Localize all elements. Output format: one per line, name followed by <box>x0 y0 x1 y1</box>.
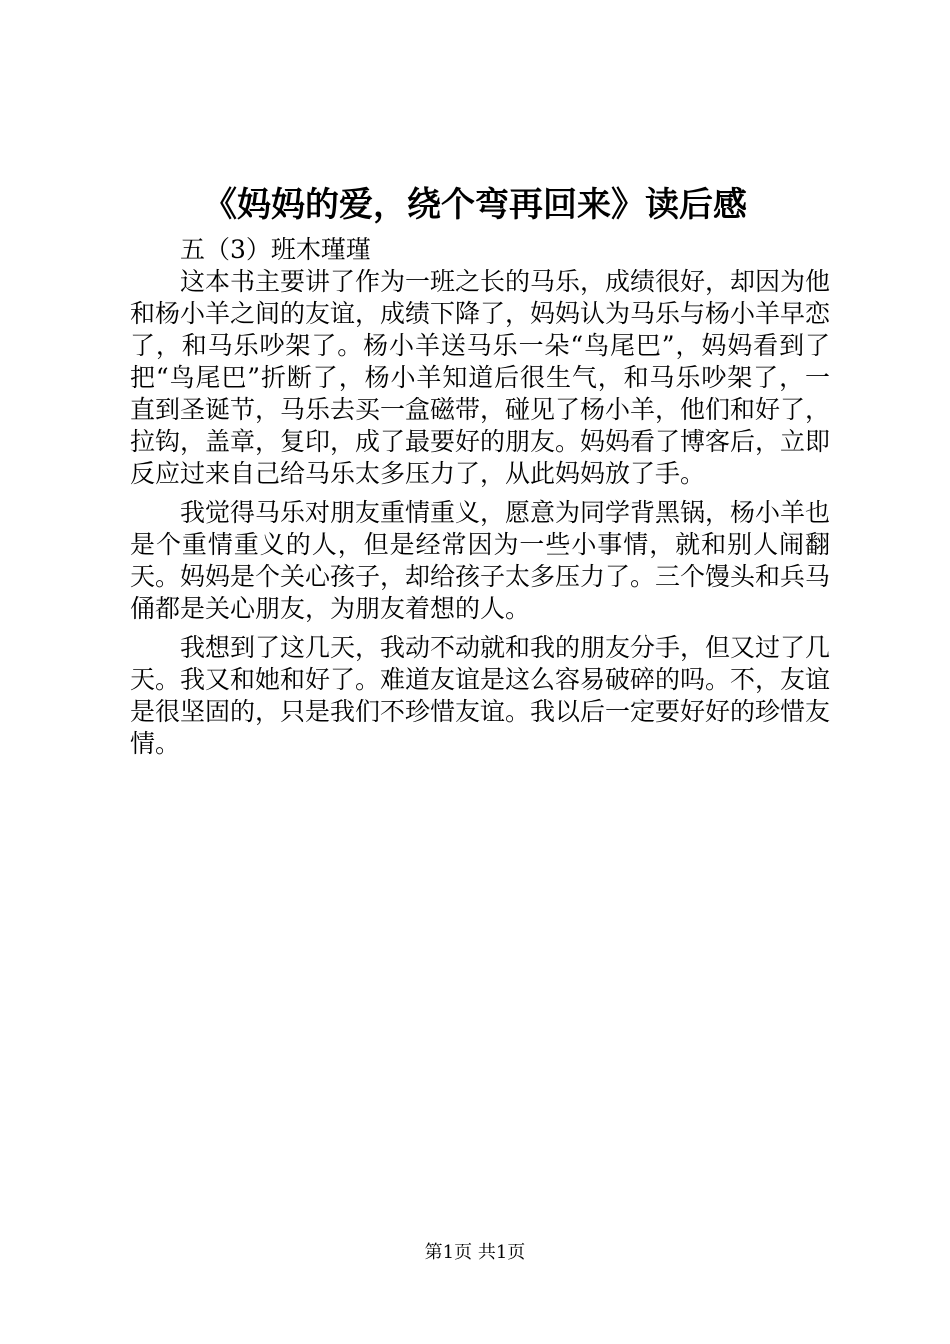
document-title: 《妈妈的爱，绕个弯再回来》读后感 <box>203 185 747 225</box>
paragraph-3: 我想到了这几天，我动不动就和我的朋友分手，但又过了几天。我又和她和好了。难道友谊是这么容易破碎的吗。不，友谊是很坚固的，只是我们不珍惜友谊。我以后一定要好好的珍惜友情。 <box>130 633 831 758</box>
page-footer: 第1页 共1页 <box>424 1242 526 1263</box>
paragraph-1: 这本书主要讲了作为一班之长的马乐，成绩很好，却因为他和杨小羊之间的友谊，成绩下降了，妈妈认为马乐与杨小羊早恋了，和马乐吵架了。杨小羊送马乐一朵“鸟尾巴”，妈妈看到了把“鸟尾巴”折断了，杨小羊知道后很生气，和马乐吵架了，一直到圣诞节，马乐去买一盒磁带，碰见了杨小羊，他们和好了，拉钩，盖章，复印，成了最要好的朋友。妈妈看了博客后，立即反应过来自己给马乐太多压力了，从此妈妈放了手。 <box>130 267 831 488</box>
author-byline: 五（3）班木瑾瑾 <box>180 235 371 264</box>
document-body <box>130 234 830 760</box>
paragraph-2: 我觉得马乐对朋友重情重义，愿意为同学背黑锅，杨小羊也是个重情重义的人，但是经常因为一些小事情，就和别人闹翻天。妈妈是个关心孩子，却给孩子太多压力了。三个馒头和兵马俑都是关心朋友，为朋友着想的人。 <box>130 498 831 623</box>
